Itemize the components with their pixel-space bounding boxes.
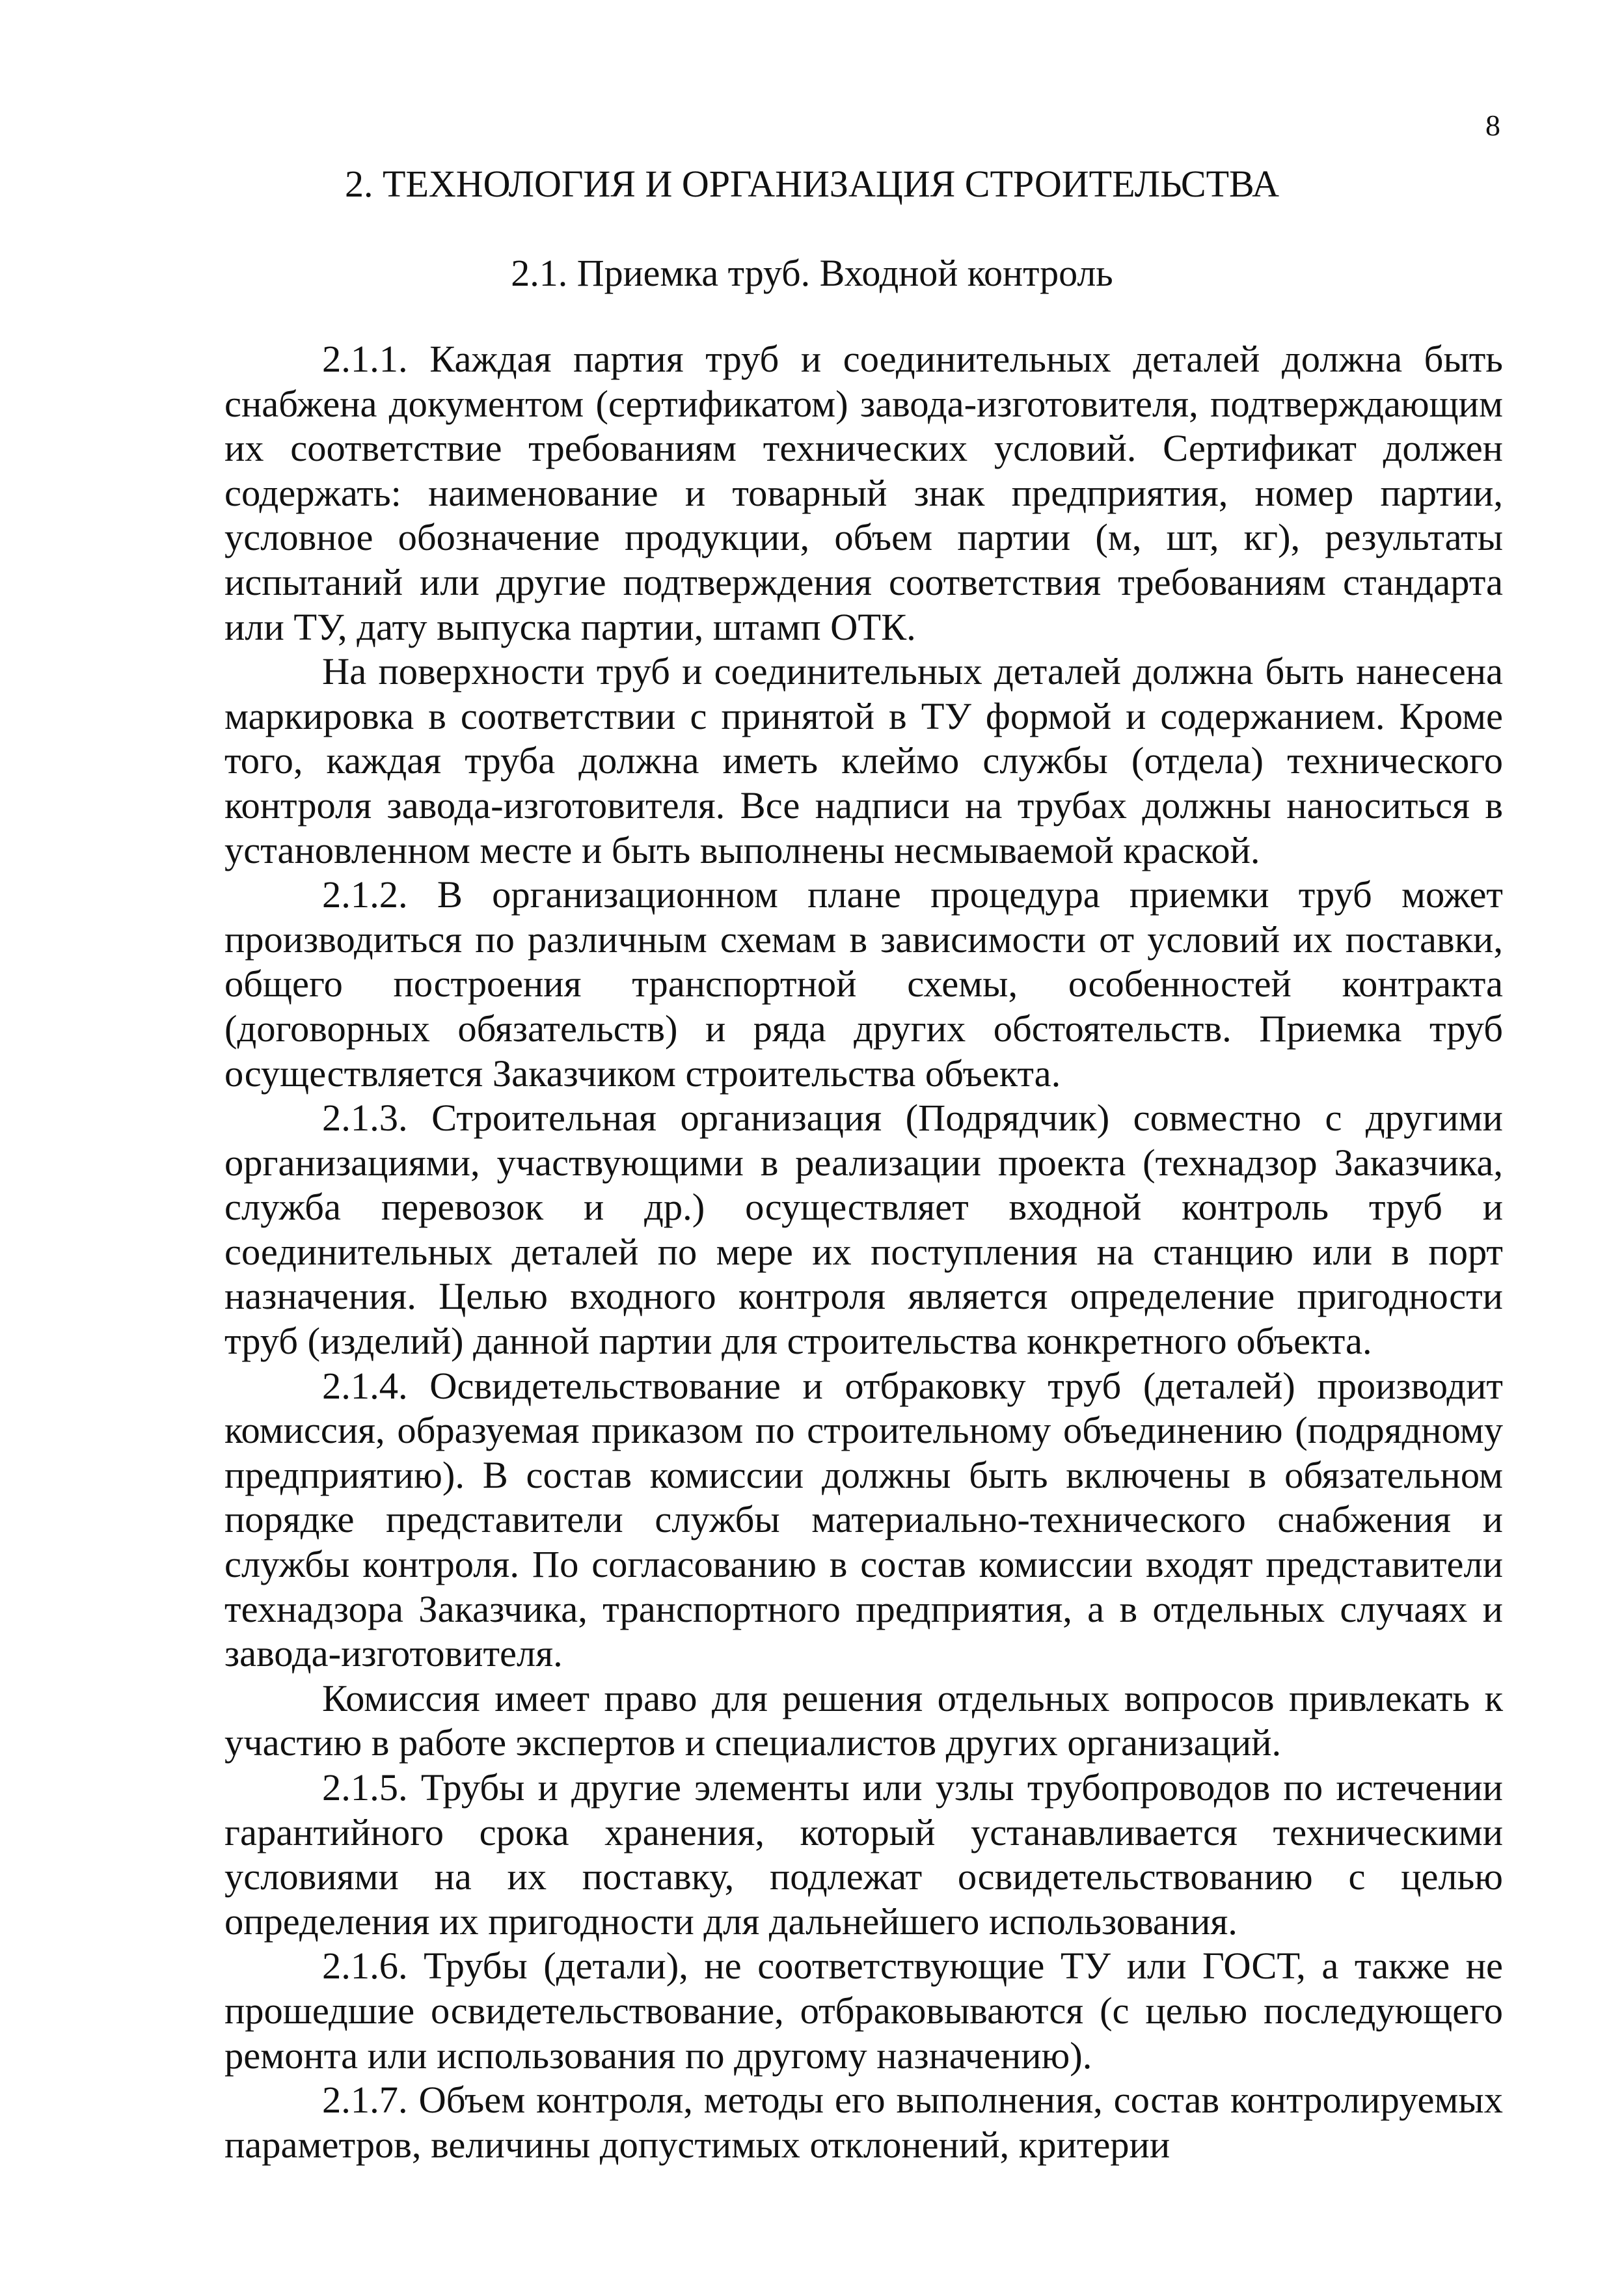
section-title: 2. ТЕХНОЛОГИЯ И ОРГАНИЗАЦИЯ СТРОИТЕЛЬСТВА: [345, 163, 1279, 205]
paragraph-commission: Комиссия имеет право для решения отдельных вопросов привлекать к участию в работе экспертов и специалистов других организаций.: [224, 1676, 1503, 1764]
subsection-title: 2.1. Приемка труб. Входной контроль: [511, 252, 1113, 294]
paragraph-2-1-1: 2.1.1. Каждая партия труб и соединительных деталей должна быть снабжена документом (сертификатом) завода-изготовителя, подтверждающим их соответствие требованиям технических условий. Сертификат должен содержать: наименование и товарный знак предприятия, номер партии, условное обозначение продукции, объем партии (м, шт, кг), результаты испытаний или другие подтверждения соответствия требованиям стандарта или ТУ, дату выпуска партии, штамп ОТК.: [224, 338, 1503, 648]
paragraph-2-1-2: 2.1.2. В организационном плане процедура приемки труб может производиться по различным схемам в зависимости от условий их поставки, общего построения транспортной схемы, особенностей контракта (договорных обязательств) и ряда других обстоятельств. Приемка труб осуществляется Заказчиком строительства объекта.: [224, 873, 1503, 1095]
page-number: 8: [1485, 109, 1500, 142]
body-text: [224, 337, 1503, 2167]
paragraph-2-1-3: 2.1.3. Строительная организация (Подрядчик) совместно с другими организациями, участвующими в реализации проекта (технадзор Заказчика, служба перевозок и др.) осуществляет входной контроль труб и соединительных деталей по мере их поступления на станцию или в порт назначения. Целью входного контроля является определение пригодности труб (изделий) данной партии для строительства конкретного объекта.: [224, 1097, 1503, 1363]
paragraph-2-1-7: 2.1.7. Объем контроля, методы его выполнения, состав контролируемых параметров, величины допустимых отклонений, критерии: [224, 2079, 1503, 2166]
paragraph-2-1-5: 2.1.5. Трубы и другие элементы или узлы трубопроводов по истечении гарантийного срока хранения, который устанавливается техническими условиями на их поставку, подлежат освидетельствованию с целью определения их пригодности для дальнейшего использования.: [224, 1766, 1503, 1943]
paragraph-2-1-6: 2.1.6. Трубы (детали), не соответствующие ТУ или ГОСТ, а также не прошедшие освидетельствование, отбраковываются (с целью последующего ремонта или использования по другому назначению).: [224, 1945, 1503, 2077]
paragraph-marking: На поверхности труб и соединительных деталей должна быть нанесена маркировка в соответствии с принятой в ТУ формой и содержанием. Кроме того, каждая труба должна иметь клеймо службы (отдела) технического контроля завода-изготовителя. Все надписи на трубах должны наноситься в установленном месте и быть выполнены несмываемой краской.: [224, 650, 1503, 871]
paragraph-2-1-4: 2.1.4. Освидетельствование и отбраковку труб (деталей) производит комиссия, образуемая приказом по строительному объединению (подрядному предприятию). В состав комиссии должны быть включены в обязательном порядке представители службы материально-технического снабжения и службы контроля. По согласованию в состав комиссии входят представители технадзора Заказчика, транспортного предприятия, а в отдельных случаях и завода-изготовителя.: [224, 1364, 1503, 1675]
